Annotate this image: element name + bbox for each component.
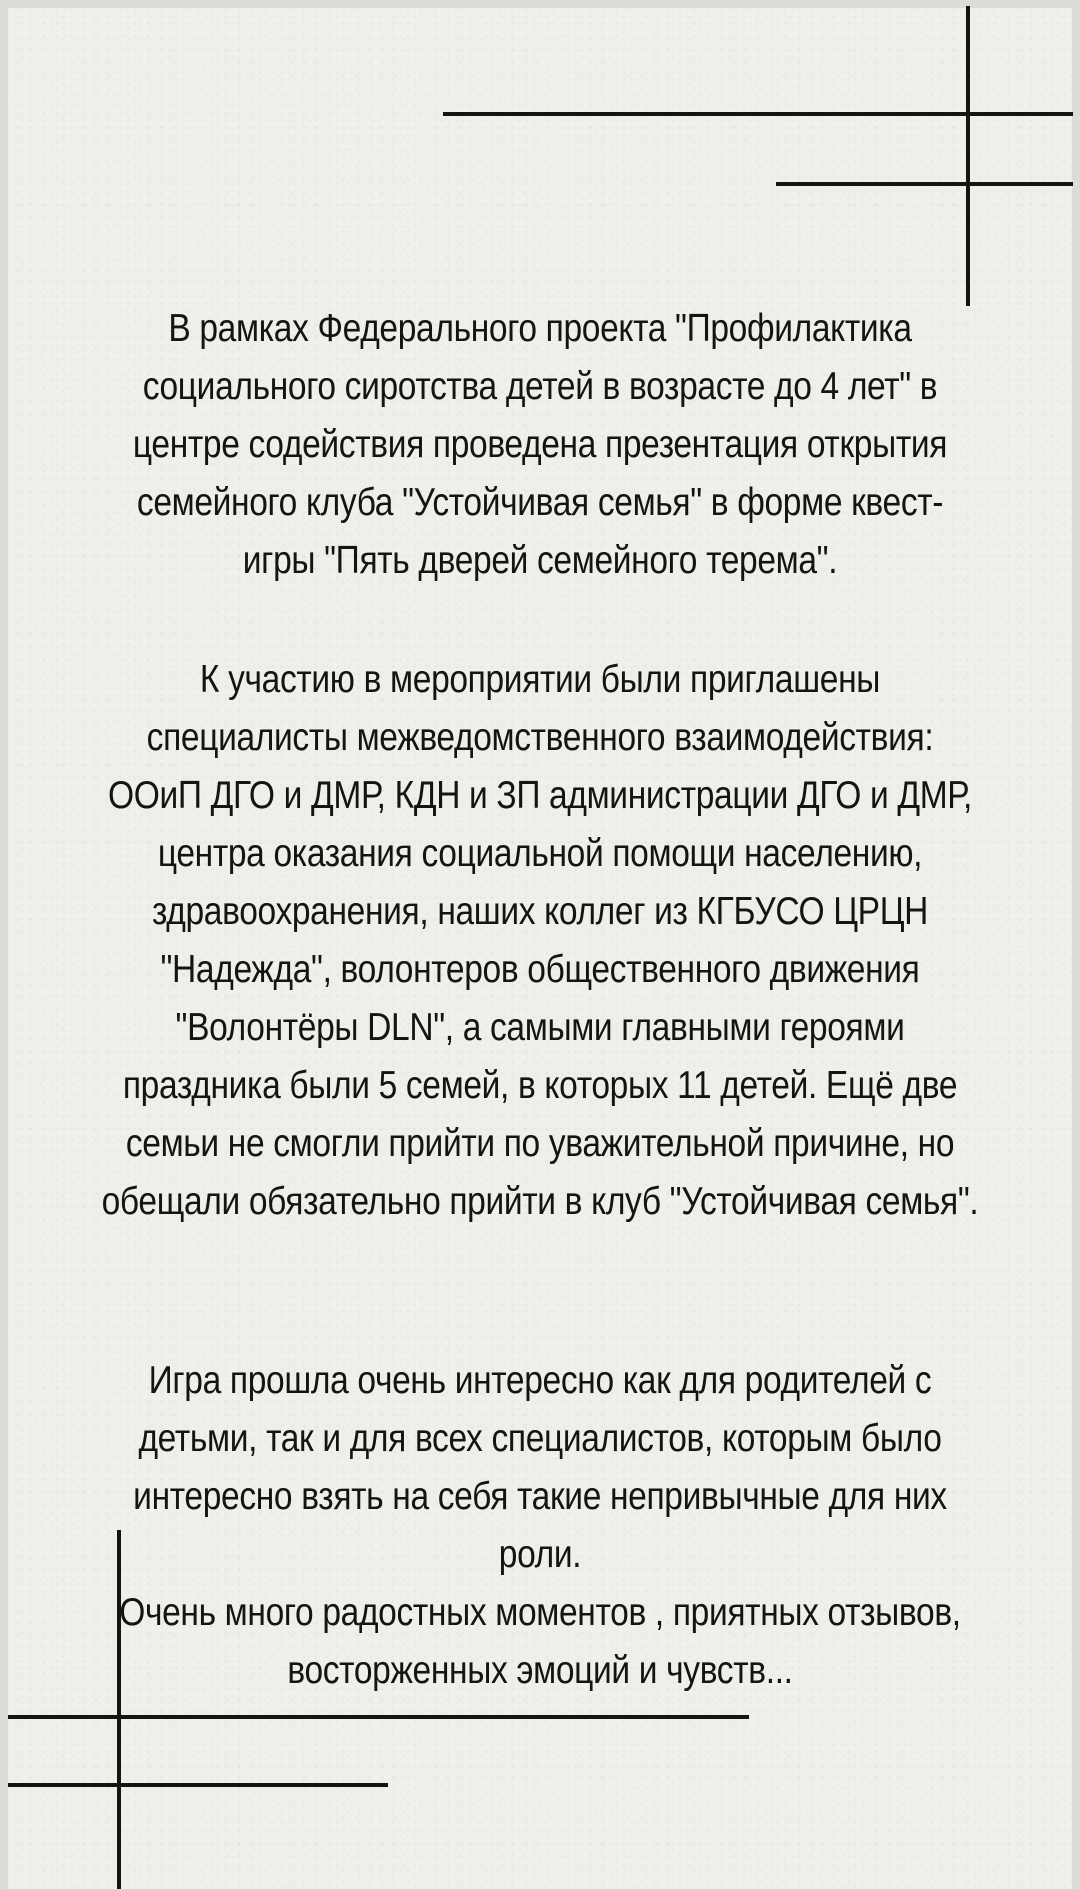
paragraph-emotions-text: Очень много радостных моментов , приятных отзывов, восторженных эмоций и чувств...	[119, 1591, 961, 1692]
paragraph-emotions	[101, 1584, 978, 1700]
paragraph-game-text: Игра прошла очень интересно как для родителей с детьми, так и для всех специалистов, которым было интересно взять на себя такие непривычные для них роли.	[133, 1359, 947, 1576]
paragraph-intro-text: В рамках Федерального проекта "Профилактика социального сиротства детей в возрасте до 4 лет" в центре содействия проведена презентация открытия семейного клуба "Устойчивая семья" в форме квест-игры "Пять дверей семейного терема".	[132, 307, 948, 582]
paragraph-participants	[101, 651, 978, 1231]
paragraph-intro	[101, 300, 978, 590]
paragraph-game	[101, 1352, 978, 1584]
decor-line-top-horizontal-2	[776, 182, 1073, 186]
paragraph-participants-text: К участию в мероприятии были приглашены специалисты межведомственного взаимодействия: ООиП ДГО и ДМР, КДН и ЗП администрации ДГО и ДМР, центра оказания социальной помощи населению, здравоохранения, наших коллег из КГБУСО ЦРЦН "Надежда", волонтеров общественного движения "Волонтёры DLN", а самыми главными героями праздника были 5 семей, в которых 11 детей. Ещё две семьи не смогли прийти по уважительной причине, но обещали обязательно прийти в клуб "Устойчивая семья".	[101, 658, 979, 1223]
decor-line-top-horizontal-1	[443, 112, 1073, 116]
decor-line-bottom-horizontal-2	[8, 1783, 388, 1787]
decor-line-top-vertical	[966, 6, 970, 306]
decor-line-bottom-horizontal-1	[8, 1715, 749, 1719]
